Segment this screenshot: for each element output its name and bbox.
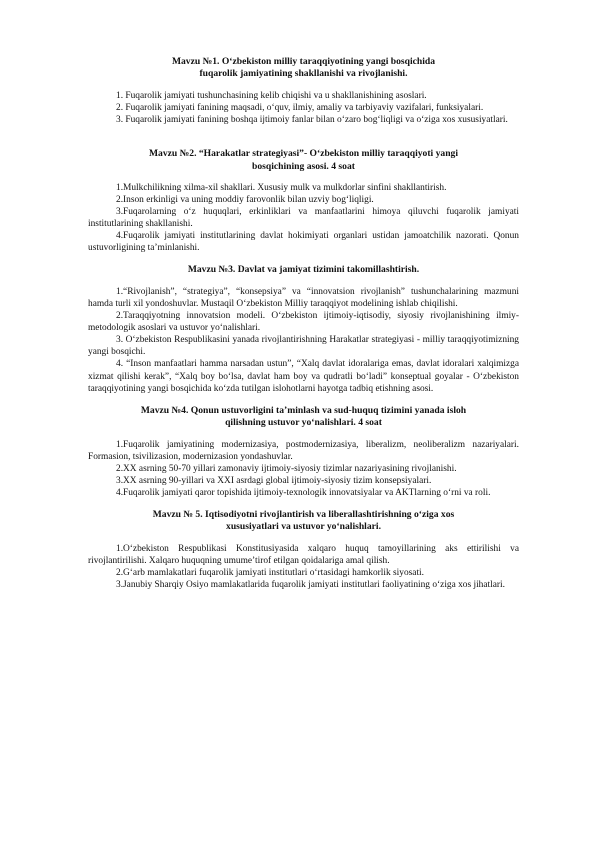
list-item: 1.O‘zbekiston Respublikasi Konstitusiyasida xalqaro huquq tamoyillarining aks ettirilishi va rivojlantirilishi. Xalqaro huquqning umume’tirof etilgan qoidalariga amal qilish. xyxy=(88,543,519,566)
list-item: 1.Mulkchilikning xilma-xil shakllari. Xususiy mulk va mulkdorlar sinfini shakllantirish. xyxy=(116,182,447,193)
document-body xyxy=(88,56,519,591)
heading-line: Mavzu №1. O‘zbekiston milliy taraqqiyotining yangi bosqichida xyxy=(171,56,436,67)
list-item: 2.XX asrning 50-70 yillari zamonaviy ijtimoiy-siyosiy tizimlar nazariyasining rivojlanishi. xyxy=(116,463,457,474)
list-item: 2.Taraqqiyotning innovatsion modeli. O‘zbekiston ijtimoiy-iqtisodiy, siyosiy rivojlanishining ilmiy-metodologik asoslari va ustuvor yo‘nalishlari. xyxy=(88,311,519,334)
heading-line: qilishning ustuvor yo‘nalishlari. 4 soat xyxy=(225,417,382,429)
list-item: 2. Fuqarolik jamiyati fanining maqsadi, o‘quv, ilmiy, amaliy va tarbiyaviy vazifalari, funksiyalari. xyxy=(116,102,484,113)
list-item: 3. Fuqarolik jamiyati fanining boshqa ijtimoiy fanlar bilan o‘zaro bog‘liqligi va o‘ziga xos xususiyatlari. xyxy=(116,115,508,125)
list-item: 3.Janubiy Sharqiy Osiyo mamlakatlarida fuqarolik jamiyati institutlari faoliyatining o‘ziga xos jihatlari. xyxy=(116,580,505,591)
list-item: 1.“Rivojlanish”, “strategiya”, “konsepsiya” va “innovatsion rivojlanish” tushunchalarining mazmuni hamda turli xil yondoshuvlar. Mustaqil O‘zbekiston Milliy taraqqiyot modelining ishlab chiqilishi. xyxy=(88,286,519,309)
heading-line: bosqichining asosi. 4 soat xyxy=(252,160,355,172)
section-2 xyxy=(88,148,519,254)
heading-line: Mavzu №2. “Harakatlar strategiyasi”- O‘zbekiston milliy taraqqiyoti yangi xyxy=(149,148,458,160)
section-4 xyxy=(88,405,519,499)
section-4-heading xyxy=(88,405,519,430)
list-item: 3.Fuqarolarning o‘z huquqlari, erkinliklari va manfaatlarini himoya qiluvchi fuqarolik jamiyati institutlarining shakllanishi. xyxy=(88,207,519,230)
list-item: 4.Fuqarolik jamiyati institutlarining davlat hokimiyati organlari ustidan jamoatchilik nazorati. Qonun ustuvorligining ta’minlanishi. xyxy=(88,231,519,254)
section-1-heading xyxy=(88,56,519,81)
list-item: 1.Fuqarolik jamiyatining modernizasiya, postmodernizasiya, liberalizm, neoliberalizm nazariyalari. Formasion, tsivilizasion, modernizasion yondashuvlar. xyxy=(88,439,519,462)
section-1 xyxy=(88,56,519,126)
section-5-heading xyxy=(88,509,519,534)
section-3-heading xyxy=(88,264,519,276)
heading-line: fuqarolik jamiyatining shakllanishi va rivojlanishi. xyxy=(199,68,408,80)
list-item: 2.G‘arb mamlakatlari fuqarolik jamiyati institutlari o‘rtasidagi hamkorlik siyosati. xyxy=(116,568,424,578)
heading-line: Mavzu №4. Qonun ustuvorligini ta’minlash va sud-huquq tizimini yanada isloh xyxy=(140,404,467,416)
list-item: 4.Fuqarolik jamiyati qaror topishida ijtimoiy-texnologik innovatsiyalar va AKTlarning o‘rni va roli. xyxy=(116,487,491,498)
section-3 xyxy=(88,264,519,394)
list-item: 3. O‘zbekiston Respublikasini yanada rivojlantirishning Harakatlar strategiyasi - milliy taraqqiyotimizning yangi bosqichi. xyxy=(88,335,519,358)
heading-line: xususiyatlari va ustuvor yo‘nalishlari. xyxy=(226,521,381,533)
heading-line: Mavzu № 5. Iqtisodiyotni rivojlantirish va liberallashtirishning o‘ziga xos xyxy=(152,509,455,520)
list-item: 2.Inson erkinligi va uning moddiy farovonlik bilan uzviy bog‘liqligi. xyxy=(116,195,374,205)
heading-line: Mavzu №3. Davlat va jamiyat tizimini takomillashtirish. xyxy=(187,264,420,276)
list-item: 1. Fuqarolik jamiyati tushunchasining kelib chiqishi va u shakllanishining asoslari. xyxy=(116,90,427,101)
section-5 xyxy=(88,509,519,591)
list-item: 3.XX asrning 90-yillari va XXI asrdagi global ijtimoiy-siyosiy tizim konsepsiyalari. xyxy=(116,475,432,486)
section-2-heading xyxy=(88,148,519,173)
list-item: 4. “Inson manfaatlari hamma narsadan ustun”, “Xalq davlat idoralariga emas, davlat idoralari xalqimizga xizmat qilishi kerak”, “Xalq boy bo‘lsa, davlat ham boy va qudratli bo‘ladi” konseptual goyalar - O‘zbekiston taraqqiyotining yangi bosqichida ko‘zda tutilgan islohotlarni hayotga tadbiq etishning asosi. xyxy=(88,359,519,394)
